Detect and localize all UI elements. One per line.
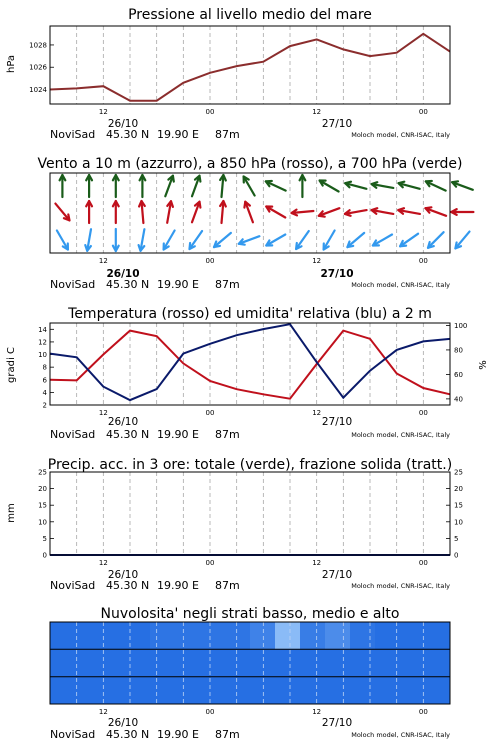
cloud-cell-alto (125, 622, 151, 650)
cloud-cell-medio (350, 649, 376, 677)
precipitation-frame (50, 472, 450, 555)
station-lat: 45.30 N (106, 728, 150, 741)
y-tick-label: 25 (38, 468, 47, 477)
cloud-cell-alto (325, 622, 351, 650)
humidity-line (50, 324, 450, 400)
temperature-date-2: 27/10 (321, 416, 353, 428)
pressure-grid (77, 26, 424, 104)
cloud-panel (50, 606, 451, 741)
wind-700hpa-arrow (372, 182, 394, 188)
temperature-credit: Moloch model, CNR-ISAC, Italy (351, 431, 450, 439)
x-tick-label: 12 (98, 257, 108, 265)
wind-10m-arrow (428, 232, 444, 248)
x-tick-label: 00 (418, 559, 428, 567)
pressure-panel (6, 7, 450, 141)
cloud-cell-basso (175, 677, 201, 705)
cloud-cell-alto (200, 622, 226, 650)
cloud-cell-medio (175, 649, 201, 677)
cloud-cell-medio (225, 649, 251, 677)
x-tick-label: 00 (205, 409, 215, 417)
pressure-series (50, 34, 450, 101)
wind-10m-arrow (296, 231, 309, 249)
y-tick-label-right: 100 (454, 321, 468, 330)
wind-850hpa-arrow (345, 210, 367, 216)
station-lon: 19.90 E (157, 278, 199, 291)
pressure-frame (50, 26, 450, 104)
cloud-cell-basso (225, 677, 251, 705)
cloud-cell-medio (300, 649, 326, 677)
temperature-station-info (50, 428, 240, 441)
temperature-series (50, 324, 450, 400)
wind-700hpa-arrow (165, 176, 174, 197)
y-tick-label-right: 5 (454, 534, 459, 543)
wind-850hpa-arrow (425, 207, 446, 216)
x-tick-label: 00 (205, 257, 215, 265)
y-tick-label: 5 (42, 534, 47, 543)
wind-850hpa-arrow (451, 209, 473, 215)
cloud-cell-basso (400, 677, 426, 705)
station-lon: 19.90 E (157, 728, 199, 741)
cloud-cell-alto (275, 622, 301, 650)
y-tick-label: 8 (42, 363, 47, 372)
arrow-shaft (214, 233, 231, 247)
cloud-cell-alto (175, 622, 201, 650)
arrow-shaft (428, 232, 444, 248)
cloud-cell-basso (250, 677, 276, 705)
wind-10m-arrow (239, 236, 260, 245)
y-tick-label-right: 15 (454, 501, 463, 510)
cloud-cell-basso (150, 677, 176, 705)
station-lat: 45.30 N (106, 278, 150, 291)
cloud-date-2: 27/10 (321, 717, 353, 729)
wind-10m-arrow (347, 233, 364, 247)
wind-850hpa-arrow (244, 202, 253, 223)
y-tick-label: 6 (42, 376, 47, 385)
x-tick-label: 00 (418, 708, 428, 716)
wind-850hpa-arrow (319, 208, 340, 217)
y-tick-label: 1028 (29, 41, 47, 50)
y-tick-label-right: 60 (454, 370, 463, 379)
wind-10m-arrow (57, 231, 68, 250)
x-tick-label: 12 (98, 409, 108, 417)
y-tick-label: 0 (42, 551, 47, 560)
pressure-date-2: 27/10 (321, 118, 353, 130)
x-tick-label: 12 (312, 559, 322, 567)
x-tick-label: 12 (98, 108, 108, 116)
wind-700hpa-arrow (86, 175, 92, 197)
wind-850hpa-arrow (398, 208, 420, 214)
x-tick-label: 00 (418, 409, 428, 417)
arrow-shaft (347, 233, 364, 247)
y-tick-label: 20 (38, 485, 47, 494)
wind-700hpa-arrow (426, 181, 446, 191)
cloud-cell-basso (350, 677, 376, 705)
wind-10m-arrow (266, 235, 285, 246)
temperature-x-ticks (99, 409, 428, 417)
cloud-cell-basso (200, 677, 226, 705)
station-lon: 19.90 E (157, 128, 199, 141)
x-tick-label: 00 (205, 708, 215, 716)
y-tick-label-right: 25 (454, 468, 463, 477)
x-tick-label: 00 (418, 257, 428, 265)
temperature-date-1: 26/10 (107, 416, 139, 428)
x-tick-label: 12 (312, 257, 322, 265)
station-name: NoviSad (50, 728, 96, 741)
wind-700hpa-arrow (452, 181, 473, 190)
temperature-y-label: gradi C (6, 347, 17, 383)
y-tick-label: 1026 (29, 63, 47, 72)
x-tick-label: 12 (312, 409, 322, 417)
wind-date-1: 26/10 (106, 268, 140, 280)
station-lon: 19.90 E (157, 428, 199, 441)
precipitation-station-info (50, 579, 240, 592)
cloud-cell-medio (250, 649, 276, 677)
pressure-title: Pressione al livello medio del mare (128, 7, 372, 23)
precipitation-title: Precip. acc. in 3 ore: totale (verde), frazione solida (tratt.) (47, 457, 453, 473)
wind-700hpa-arrow (320, 181, 339, 192)
wind-850hpa-arrow (372, 208, 394, 214)
wind-850hpa-arrow (139, 201, 145, 223)
station-alt: 87m (215, 579, 240, 592)
station-lat: 45.30 N (106, 128, 150, 141)
temperature-y-ticks (38, 326, 54, 410)
cloud-station-info (50, 728, 240, 741)
y-tick-label-right: 0 (454, 551, 459, 560)
cloud-cell-alto (150, 622, 176, 650)
station-name: NoviSad (50, 579, 96, 592)
cloud-cell-basso (50, 677, 76, 705)
wind-10m-arrow (139, 229, 145, 251)
wind-10m-arrow (400, 234, 418, 247)
cloud-cell-alto (225, 622, 251, 650)
cloud-cell-medio (325, 649, 351, 677)
cloud-cell-basso (275, 677, 301, 705)
cloud-cell-basso (325, 677, 351, 705)
station-name: NoviSad (50, 128, 96, 141)
y-tick-label-right: 40 (454, 395, 463, 404)
x-tick-label: 12 (98, 708, 108, 716)
precipitation-credit: Moloch model, CNR-ISAC, Italy (351, 582, 450, 590)
wind-850hpa-arrow (292, 210, 314, 216)
cloud-cell-alto (50, 622, 76, 650)
y-tick-label-right: 80 (454, 346, 463, 355)
pressure-y-label: hPa (6, 54, 17, 74)
y-tick-label: 12 (38, 338, 47, 347)
wind-700hpa-arrow (192, 176, 200, 197)
cloud-date-1: 26/10 (107, 717, 139, 729)
station-alt: 87m (215, 728, 240, 741)
wind-850hpa-arrow (266, 207, 285, 218)
precipitation-y-ticks (38, 469, 54, 560)
x-tick-label: 00 (205, 108, 215, 116)
y-tick-label: 4 (42, 388, 47, 397)
station-lon: 19.90 E (157, 579, 199, 592)
arrow-shaft (455, 232, 469, 249)
station-alt: 87m (215, 128, 240, 141)
wind-station-info (50, 278, 240, 291)
station-alt: 87m (215, 428, 240, 441)
cloud-cell-alto (300, 622, 326, 650)
cloud-cell-basso (100, 677, 126, 705)
wind-10m-arrow (164, 231, 175, 250)
wind-850hpa-arrow (86, 201, 92, 223)
cloud-cell-medio (150, 649, 176, 677)
wind-date-2: 27/10 (320, 268, 354, 280)
precipitation-panel (6, 457, 463, 592)
wind-700hpa-arrow (113, 175, 119, 197)
wind-850hpa-arrow (192, 202, 200, 223)
wind-700hpa-arrow (244, 177, 255, 196)
cloud-credit: Moloch model, CNR-ISAC, Italy (351, 731, 450, 739)
cloud-cell-alto (100, 622, 126, 650)
x-tick-label: 12 (312, 108, 322, 116)
precipitation-y-label: mm (6, 503, 17, 523)
cloud-cell-medio (50, 649, 76, 677)
wind-10m-arrow (324, 231, 335, 250)
cloud-cell-medio (200, 649, 226, 677)
wind-850hpa-arrow (167, 201, 173, 223)
wind-700hpa-arrow (60, 175, 66, 197)
y-tick-label-right: 20 (454, 485, 463, 494)
wind-panel (37, 156, 473, 291)
cloud-cell-medio (400, 649, 426, 677)
precipitation-grid (77, 472, 424, 555)
cloud-cell-alto (425, 622, 451, 650)
station-lat: 45.30 N (106, 428, 150, 441)
cloud-cell-alto (400, 622, 426, 650)
cloud-cell-basso (300, 677, 326, 705)
y-tick-label: 2 (42, 401, 47, 410)
y-tick-label: 10 (38, 351, 47, 360)
pressure-line (50, 34, 450, 101)
cloud-cell-basso (75, 677, 101, 705)
pressure-date-1: 26/10 (107, 118, 139, 130)
cloud-cell-alto (350, 622, 376, 650)
cloud-cells (50, 622, 451, 705)
humidity-y-ticks (446, 322, 467, 403)
y-tick-label: 15 (38, 501, 47, 510)
cloud-cell-medio (125, 649, 151, 677)
arrow-shaft (55, 204, 69, 221)
cloud-title: Nuvolosita' negli strati basso, medio e alto (100, 606, 400, 622)
wind-10m-arrow (190, 231, 203, 249)
cloud-cell-alto (250, 622, 276, 650)
y-tick-label-right: 10 (454, 518, 463, 527)
wind-x-ticks (99, 257, 428, 265)
cloud-cell-basso (425, 677, 451, 705)
cloud-cell-medio (275, 649, 301, 677)
wind-700hpa-arrow (300, 175, 306, 197)
x-tick-label: 12 (312, 708, 322, 716)
temperature-panel (6, 306, 489, 441)
wind-10m-arrow (455, 232, 469, 249)
y-tick-label: 1024 (29, 86, 47, 95)
station-name: NoviSad (50, 428, 96, 441)
x-tick-label: 00 (205, 559, 215, 567)
station-name: NoviSad (50, 278, 96, 291)
wind-credit: Moloch model, CNR-ISAC, Italy (351, 281, 450, 289)
y-tick-label: 10 (38, 518, 47, 527)
precipitation-date-1: 26/10 (107, 569, 139, 581)
wind-series (55, 175, 473, 251)
wind-10m-arrow (85, 229, 91, 251)
pressure-x-ticks (99, 108, 428, 116)
wind-700hpa-arrow (266, 181, 286, 191)
wind-700hpa-arrow (220, 175, 226, 197)
wind-700hpa-arrow (345, 182, 366, 189)
cloud-cell-alto (75, 622, 101, 650)
wind-850hpa-arrow (55, 204, 69, 221)
precipitation-x-ticks (99, 559, 428, 567)
pressure-station-info (50, 128, 240, 141)
wind-700hpa-arrow (399, 182, 420, 189)
wind-title: Vento a 10 m (azzurro), a 850 hPa (rosso), a 700 hPa (verde) (37, 156, 463, 172)
x-tick-label: 00 (418, 108, 428, 116)
x-tick-label: 12 (98, 559, 108, 567)
cloud-x-ticks (99, 708, 428, 716)
pressure-credit: Moloch model, CNR-ISAC, Italy (351, 131, 450, 139)
wind-700hpa-arrow (140, 175, 146, 197)
wind-850hpa-arrow (220, 201, 226, 223)
precipitation-y-ticks-right (446, 469, 463, 560)
temperature-line (50, 331, 450, 399)
y-tick-label: 14 (38, 325, 47, 334)
wind-10m-arrow (113, 229, 119, 251)
temperature-title: Temperatura (rosso) ed umidita' relativa (blu) a 2 m (68, 306, 432, 322)
station-alt: 87m (215, 278, 240, 291)
wind-10m-arrow (214, 233, 231, 247)
wind-850hpa-arrow (113, 201, 119, 223)
cloud-cell-medio (425, 649, 451, 677)
cloud-cell-medio (75, 649, 101, 677)
wind-10m-arrow (373, 235, 392, 246)
cloud-cell-medio (100, 649, 126, 677)
station-lat: 45.30 N (106, 579, 150, 592)
cloud-cell-basso (125, 677, 151, 705)
humidity-y-label: % (478, 360, 489, 370)
precipitation-date-2: 27/10 (321, 569, 353, 581)
